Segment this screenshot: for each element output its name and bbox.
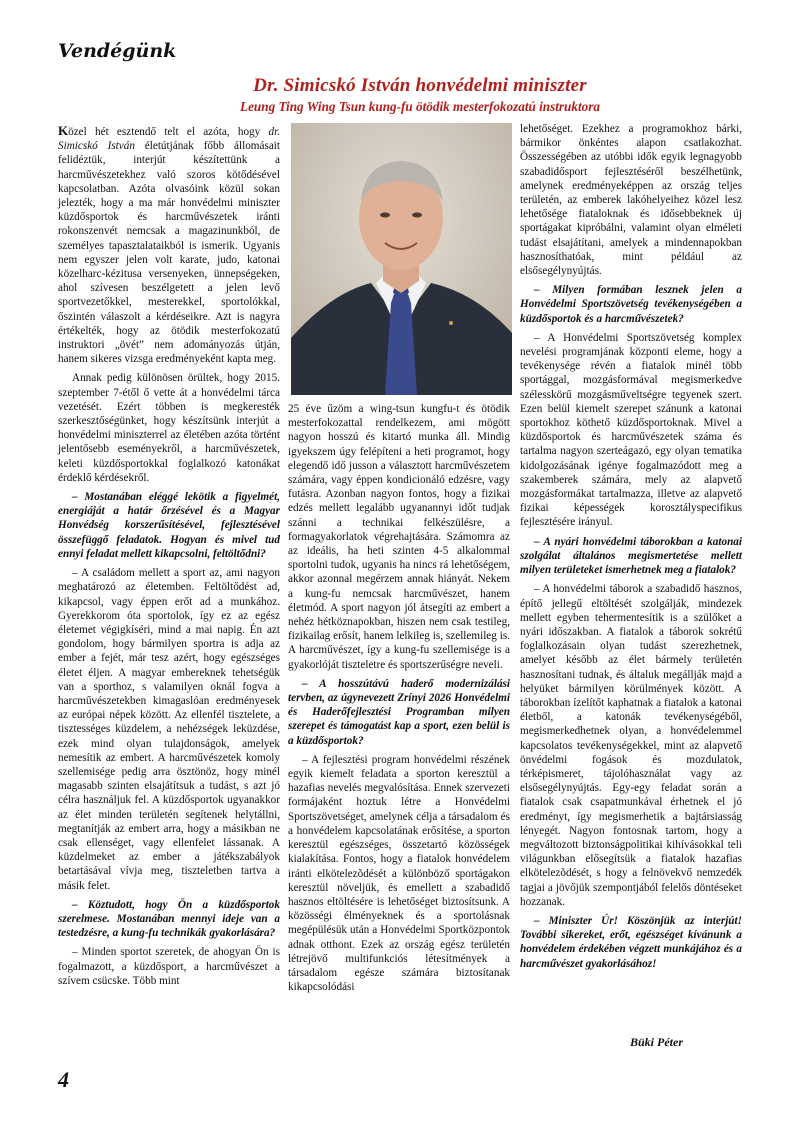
author-signature: Büki Péter	[630, 1035, 683, 1049]
column-2	[288, 402, 510, 999]
article-title: Dr. Simicskó István honvédelmi miniszter	[253, 75, 587, 96]
page-number: 4	[58, 1067, 69, 1092]
article-subtitle: Leung Ting Wing Tsun kung-fu ötödik mesterfokozatú instruktora	[240, 99, 600, 114]
portrait-illustration	[291, 123, 512, 395]
column-3	[520, 122, 742, 976]
question: – A hosszútávú haderő modernizálási tervben, az úgynevezett Zrínyi 2026 Honvédelmi és Haderőfejlesztési Programban milyen szerepet és támogatást kap a sport, ezen belül is a küzdősportok?	[288, 677, 510, 747]
question: – A nyári honvédelmi táborokban a katonai szolgálat általános megismertetése mellett milyen területeket ismerhetnek meg a fiatalok?	[520, 535, 742, 577]
answer: – A fejlesztési program honvédelmi részének egyik kiemelt feladata a sporton keresztül a hazafias nevelés megvalósítása. Ennek szervezeti formájaként hoztuk létre a Honvédelmi Sportszövetséget, amelynek célja a társadalom és a honvédelem kapcsolatának erősítése, a sporton keresztül egészséges, összetartó közösségek kialakítása. Fontos, hogy a fiatalok honvédelem iránti elkötelezõdését a különböző sportágakon keresztül növeljük, és emellett a szabadidő hasznos eltöltésére is lehetőséget biztosítsunk. A közösségi élményeknek és a sportolásnak megépülésük után a Honvédelmi Sportközpontok adnak otthont. Ezek az ország egész területén létrejövő multifunkciós létesítmények a társadalom egésze számára biztosítanak kikapcsolódási	[288, 753, 510, 994]
column-1	[58, 124, 280, 993]
answer: – A családom mellett a sport az, ami nagyon meghatározó az életemben. Feltöltődést ad, kikapcsol, vagy éppen erőt ad a munkához. Gyerekkorom óta sportolok, így ez az egész életemet végigkíséri, mind a mai napig. Én azt gondolom, hogy bármilyen sportra is adja az ember a fejét, már tesz azért, hogy egészséges életet éljen. A magyar embereknek tehetségük van a sporthoz, s valamilyen oknál fogva a harcművészetekben kimagaslóan eredményesek az európai népek között. Az ellenfél tisztelete, a tisztességes küzdelem, a nehézségek leküzdése, ezek mind olyan tulajdonságok, amelyek nemesítik az embert. A harcművészetek komoly szellemisége pedig arra ösztönöz, hogy minél magasabb szinten elsajátítsuk a tudást, s azt jó célra használjuk fel. A küzdősportok ugyanakkor az élet minden területén segítenek helytállni, megtanítják az embert arra, hogy a másikban ne csak ellenséget, vagy ellenfelet lássanak. A küzdelmeket az ember a játékszabályok betartásával vívja meg, tiszteletben tartva a másik felet.	[58, 567, 280, 892]
answer: – A honvédelmi táborok a szabadidő hasznos, építő jellegű eltöltését szolgálják, mindezek mellett egyben tehermentesítik is a szülőket a nyári időszakban. A fiatalok a táborok sokrétű foglalkozásain olyan tudást szerezhetnek, amelyet később az élet bármely területén hasznosítani tudnak, és általuk megállják majd a helyüket bármilyen körülmények között. A táborokban ízelítőt kaphatnak a fiatalok a katonai életből, a katonák tevékenységéből, megismerkedhetnek olyan, a honvédelemmel kapcsolatos tevékenységekkel, mint az alapvető önvédelmi fogások és mozdulatok, térképismeret, tájolóhasználat vagy az elsősegélynyújtás. Egy-egy feladat során a fiatalok csak csapatmunkával érhetnek el jó eredményt, így megismerhetik a bajtársiasság lényegét. Nagyon fontosnak tartom, hogy a megváltozott biztonságpolitikai kihívásokkal teli világunkban elősegítsük a fiatalok hazafias elkötelezõdését, s hogy a felnövekvő nemzedék tagjai a jövőjük szempontjából felelős döntéseket hozzanak.	[520, 583, 742, 908]
portrait-photo	[291, 123, 512, 395]
answer: 25 éve űzöm a wing-tsun kungfu-t és ötödik mesterfokozattal rendelkezem, ami mögött nagyon hosszú és kitartó munka áll. Mindig igyekszem úgy felépíteni a heti programot, hogy elegendő idő jusson a választott harcművészetem számára, vagy éppen kondicionáló edzésre, vagy futásra. Azonban nagyon fontos, hogy a fizikai edzés mellett legalább ugyanannyi időt tudjak szánni a technikai felkészülésre, a formagyakorlatok végrehajtására. Számomra az az ideális, ha heti szinten 4-5 alkalommal sportolni tudok, ugyanis ha nincs rá lehetőségem, akkor azonnal megérzem annak hiányát. Nekem a kung-fu nemcsak harcművészet, hanem életmód. A sport nagyon jól átsegíti az embert a nehéz hétköznapokban, hiszen nem csak testileg, fizikailag erősít, hanem lelkileg is, szellemileg is. A harcművészet, így a kung-fu szellemisége is a gyakorlóját tiszteletre és sportszerűségre neveli.	[288, 403, 510, 671]
drop-cap: K	[58, 123, 69, 138]
question: – Milyen formában lesznek jelen a Honvédelmi Sportszövetség tevékenységében a küzdősportok és a harcművészetek?	[520, 284, 742, 325]
intro-text-b: életútjának főbb állomásait felidéztük, interjút készítettünk a harcművészetekhez való szoros kötődésével kapcsolatban. Azóta olvasóink közül sokan jelezték, hogy a ma már honvédelmi miniszter küzdősportok és harcművészetek iránti rokonszenvét nemcsak a magazinunkból, de személyes tapasztalataikból is ismerik. Ugyanis nem egyszer jelen volt karate, judo, katonai közelharc-kézitusa versenyeken, ünnepségeken, ahol szívesen beszélgetett a jelen levő sportvezetőkkel, mesterekkel, sportolókkal, őszintén válaszolt a kérdéseikre. Azt is nagyra értékelték, hogy az ötödik mesterfokozatú instruktori „övét” nem adományozás útján, hanem sikeres vizsga eredményeként kapta meg.	[58, 140, 281, 366]
question: – Mostanában eléggé lekötik a figyelmét, energiáját a határ őrzésével és a Magyar Honvédség korszerűsítésével, fejlesztésével összefüggő feladatok. Hogyan és mivel tud ennyi feladat mellett kikapcsolni, feltöltődni?	[58, 491, 280, 560]
paragraph: Annak pedig különösen örültek, hogy 2015. szeptember 7-étől ő vette át a honvédelmi tárca vezetését. Ezért többen is megkeresték szerkesztőségünket, hogy készítsünk interjút a honvédelmi miniszterrel az életében azóta történt jelentősebb eseményekről, a harcművészetek, keleti küzdősportokkal foglalkozó katonákat érdeklő kérdésekről.	[58, 372, 280, 484]
answer: – Minden sportot szeretek, de ahogyan Ön is fogalmazott, a küzdősport, a harcművészet a szívem csücske. Több mint	[58, 946, 280, 987]
answer: – A Honvédelmi Sportszövetség komplex nevelési programjának központi eleme, hogy a tevékenysége révén a fiatalok minél több sportággal, mozgásformával megismerkedve szélesskörű mozgásműveltségre tegyenek szert. Ezen belül kiemelt szerepet szánunk a katonai sportokhoz köthető küzdősportoknak. Mivel a küzdősportok és harcművészetek száma és tartalma nagyon szerteágazó, egy olyan tematika kidolgozásának igénye fogalmazódott meg a szakemberek számára, mely az alapvető mozgásformákat tartalmazza, illetve az alapvető fizikai képességek korosztályspecifikus fejlesztésére irányul.	[520, 331, 742, 529]
question: – Köztudott, hogy Ön a küzdősportok szerelmese. Mostanában mennyi ideje van a testedzésre, a kung-fu technikák gyakorlására?	[58, 898, 280, 940]
intro-text-a: özel hét esztendő telt el azóta, hogy	[68, 126, 269, 138]
answer: lehetőséget. Ezekhez a programokhoz bárki, bármikor önkéntes alapon csatlakozhat. Összességében az utóbbi idők egyik legnagyobb szabadidősport fejlesztéséről beszélhetünk, amelynek eredményeképpen az ország teljes területén, az emberek lakóhelyeihez közel lesz lehetősége fiataloknak és idősebbeknek új sportágakat kipróbálni, valamint olyan elméleti tudást elsajátítani, amelyek a mindennapokban hasznosíthatóak, mint például az elsősegélynyújtás.	[520, 123, 742, 278]
minister-name: dr. Simicskó István	[58, 126, 280, 153]
section-label: Vendégünk	[58, 40, 177, 62]
closing-question: – Miniszter Úr! Köszönjük az interjút! További sikereket, erőt, egészséget kívánunk a honvédelem érdekében végzett munkájához és a harcművészet gyakorlásához!	[520, 914, 742, 970]
intro-paragraph	[58, 124, 280, 366]
